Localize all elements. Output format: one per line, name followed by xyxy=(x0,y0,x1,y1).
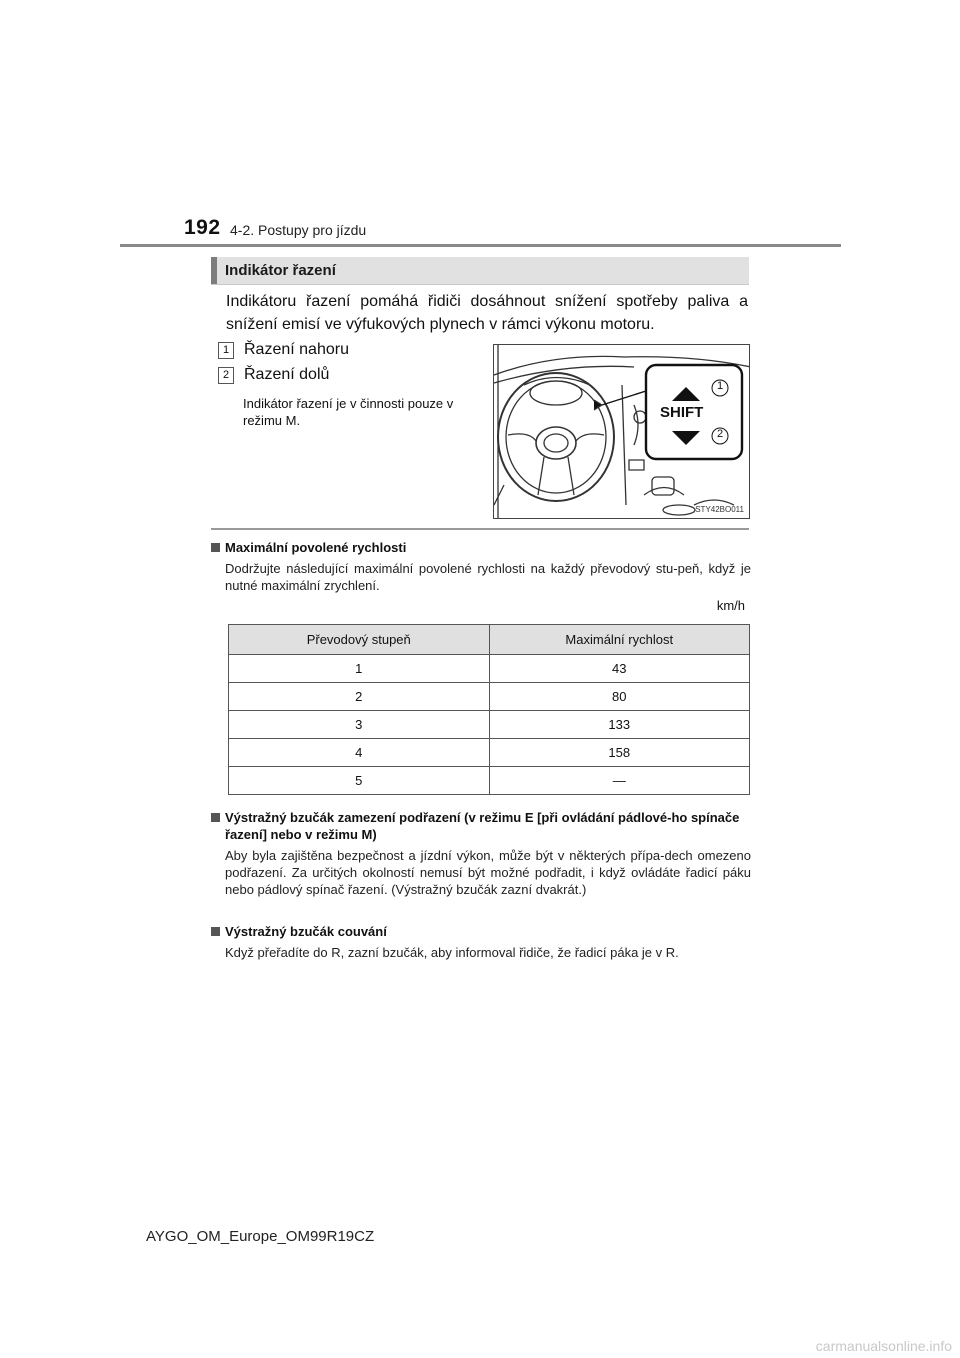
table-header-speed: Maximální rychlost xyxy=(489,625,750,655)
dashboard-drawing xyxy=(494,345,750,519)
speed-limits-title xyxy=(211,539,751,556)
speed-limits-body: Dodržujte následující maximální povolené rychlosti na každý převodový stu-peň, když je nutné maximální zrychlení. xyxy=(225,561,751,593)
chapter-title: 4-2. Postupy pro jízdu xyxy=(230,222,367,238)
callout-leader-line xyxy=(602,391,646,405)
reverse-buzzer-section xyxy=(211,923,751,961)
table-row xyxy=(229,711,750,739)
reverse-buzzer-title-text: Výstražný bzučák couvání xyxy=(225,924,387,939)
reverse-buzzer-title xyxy=(211,923,751,940)
watermark: carmanualsonline.info xyxy=(815,1338,952,1354)
figure-code: STY42BO011 xyxy=(695,505,744,514)
items-note: Indikátor řazení je v činnosti pouze v režimu M. xyxy=(243,396,454,428)
item-number-badge: 1 xyxy=(218,342,234,359)
downshift-buzzer-title-text: Výstražný bzučák zamezení podřazení (v režimu E [při ovládání pádlové-ho spínače řazení] nebo v režimu M) xyxy=(225,810,740,842)
table-header-gear: Převodový stupeň xyxy=(229,625,490,655)
speed-limits-section xyxy=(211,539,751,594)
speed-limits-title-text: Maximální povolené rychlosti xyxy=(225,540,407,555)
downshift-buzzer-body: Aby byla zajištěna bezpečnost a jízdní výkon, může být v některých přípa-dech omezeno podřazení. Za určitých okolností nemusí být možné podřadit, i když ovládáte řadicí páku nebo pádlový spínač řazení. (Výstražný bzučák zazní dvakrát.) xyxy=(225,848,751,897)
table-cell-speed: — xyxy=(489,767,750,795)
table-cell-gear: 4 xyxy=(229,739,490,767)
callout-number-1: 1 xyxy=(716,380,724,392)
shift-indicator-illustration xyxy=(493,344,750,519)
section-marker xyxy=(211,257,217,284)
table-cell-gear: 5 xyxy=(229,767,490,795)
item-label: Řazení dolů xyxy=(244,366,330,383)
speed-unit: km/h xyxy=(716,598,745,613)
bullet-square-icon xyxy=(211,813,220,822)
table-header-row xyxy=(229,625,750,655)
bullet-square-icon xyxy=(211,543,220,552)
reverse-buzzer-body: Když přeřadíte do R, zazní bzučák, aby informoval řidiče, že řadicí páka je v R. xyxy=(225,945,679,960)
section-divider xyxy=(211,528,749,530)
table-cell-speed: 80 xyxy=(489,683,750,711)
speed-table xyxy=(228,624,750,795)
bullet-square-icon xyxy=(211,927,220,936)
item-downshift xyxy=(218,365,329,385)
section-title: Indikátor řazení xyxy=(225,262,336,279)
table-cell-speed: 158 xyxy=(489,739,750,767)
callout-number-2: 2 xyxy=(716,428,724,440)
downshift-buzzer-section xyxy=(211,809,751,898)
table-row xyxy=(229,655,750,683)
header-rule xyxy=(120,244,841,247)
steering-wheel-rim xyxy=(498,373,614,501)
section-heading-bar xyxy=(211,257,749,285)
table-row xyxy=(229,739,750,767)
intro-paragraph: Indikátoru řazení pomáhá řidiči dosáhnout snížení spotřeby paliva a snížení emisí ve výfukových plynech v rámci výkonu motoru. xyxy=(226,293,748,333)
table-cell-speed: 133 xyxy=(489,711,750,739)
table-cell-gear: 2 xyxy=(229,683,490,711)
table-cell-gear: 1 xyxy=(229,655,490,683)
table-row xyxy=(229,683,750,711)
downshift-buzzer-title xyxy=(211,809,751,843)
page-number: 192 xyxy=(184,216,221,239)
steering-hub xyxy=(536,427,576,459)
table-cell-gear: 3 xyxy=(229,711,490,739)
table-row xyxy=(229,767,750,795)
table-cell-speed: 43 xyxy=(489,655,750,683)
item-label: Řazení nahoru xyxy=(244,341,349,358)
shift-label: SHIFT xyxy=(660,404,704,421)
item-number-badge: 2 xyxy=(218,367,234,384)
footer-doc-id: AYGO_OM_Europe_OM99R19CZ xyxy=(146,1228,375,1245)
item-upshift xyxy=(218,340,349,360)
